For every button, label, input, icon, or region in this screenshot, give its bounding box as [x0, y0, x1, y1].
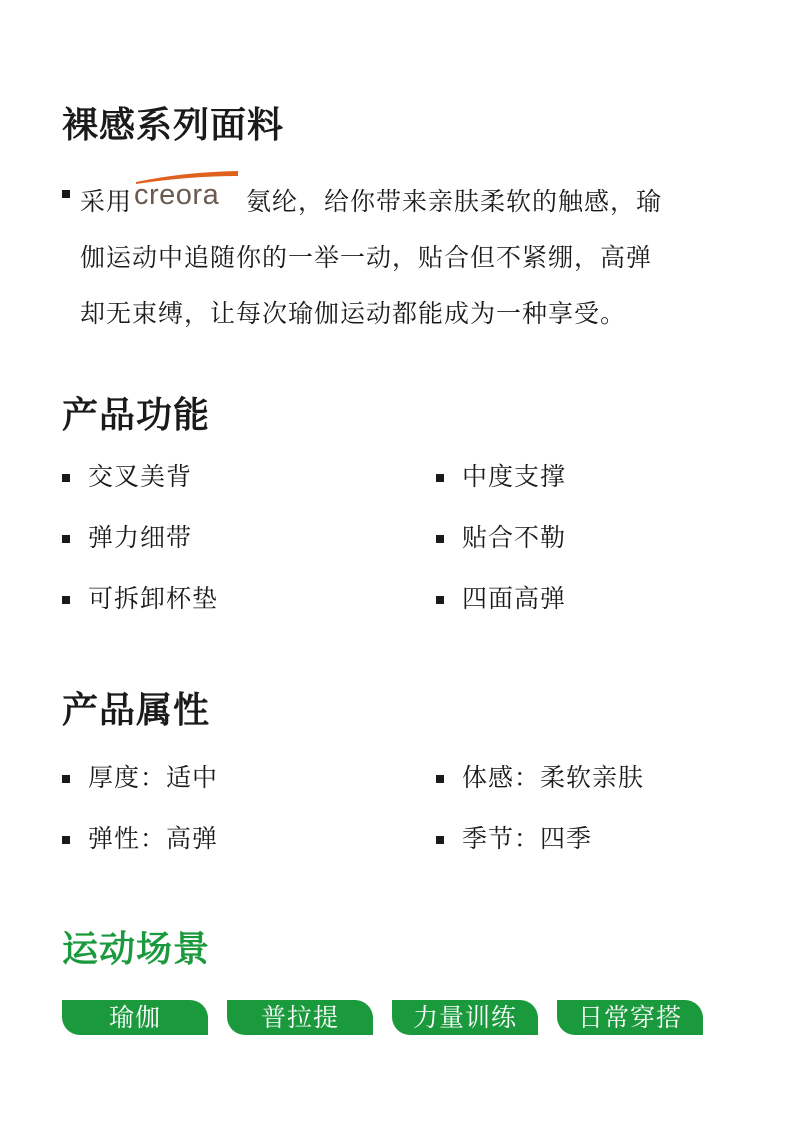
intro-paragraph	[80, 170, 740, 342]
intro-line-3: 却无束缚，让每次瑜伽运动都能成为一种享受。	[80, 299, 627, 328]
creora-logo	[134, 170, 240, 210]
bullet-marker	[436, 775, 444, 783]
attribute-label: 弹性：高弹	[88, 824, 219, 853]
intro-line-1	[80, 170, 740, 230]
bullet-marker	[62, 775, 70, 783]
feature-label: 中度支撑	[462, 462, 567, 491]
bullet-marker	[436, 535, 444, 543]
attribute-label: 体感：柔软亲肤	[462, 763, 645, 792]
bullet-marker	[436, 596, 444, 604]
bullet-marker	[62, 596, 70, 604]
creora-logo-graphic	[134, 170, 240, 210]
scenario-tag-yoga: 瑜伽	[62, 1000, 208, 1035]
feature-label: 交叉美背	[88, 462, 193, 491]
section-title-scenarios: 运动场景	[62, 929, 211, 970]
section-title-attributes: 产品属性	[62, 690, 211, 731]
section-title-features: 产品功能	[62, 395, 211, 436]
attribute-label: 季节：四季	[462, 824, 593, 853]
attributes-grid	[62, 763, 762, 863]
bullet-marker	[62, 474, 70, 482]
section-title-fabric: 裸感系列面料	[62, 105, 285, 146]
scenario-tag-strength: 力量训练	[392, 1000, 538, 1035]
scenario-tag-daily: 日常穿搭	[557, 1000, 703, 1035]
attribute-label: 厚度：适中	[88, 763, 219, 792]
feature-label: 可拆卸杯垫	[88, 584, 219, 613]
intro-prefix: 采用	[80, 187, 133, 216]
intro-line-1-text: 氨纶，给你带来亲肤柔软的触感，瑜	[246, 187, 663, 216]
scenario-tags	[62, 1000, 762, 1036]
bullet-marker	[436, 474, 444, 482]
feature-label: 四面高弹	[462, 584, 567, 613]
features-grid	[62, 462, 762, 622]
bullet-marker	[62, 535, 70, 543]
intro-line-2: 伽运动中追随你的一举一动，贴合但不紧绷，高弹	[80, 243, 653, 272]
feature-label: 弹力细带	[88, 523, 193, 552]
bullet-marker	[62, 836, 70, 844]
bullet-marker	[436, 836, 444, 844]
feature-label: 贴合不勒	[462, 523, 567, 552]
bullet-marker	[62, 190, 70, 198]
scenario-tag-pilates: 普拉提	[227, 1000, 373, 1035]
creora-logo-text: creora	[134, 179, 220, 210]
